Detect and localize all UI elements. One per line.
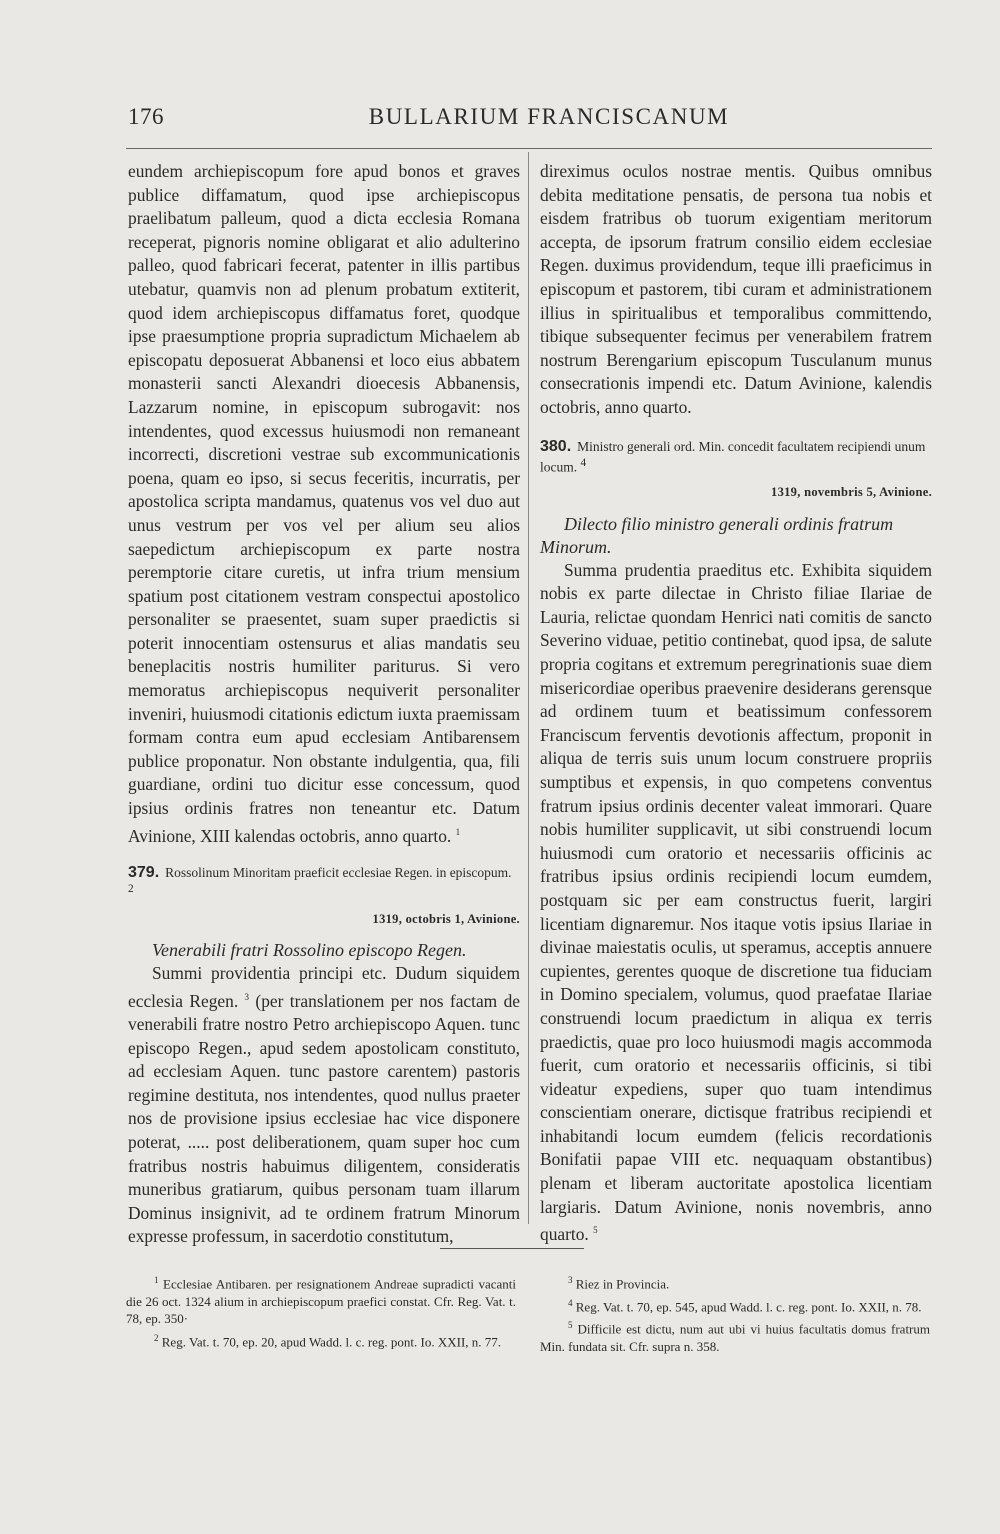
running-title: BULLARIUM FRANCISCANUM bbox=[368, 104, 730, 129]
footnote bbox=[540, 1272, 930, 1293]
entry-number: 379. bbox=[128, 864, 160, 882]
continuation-paragraph bbox=[128, 160, 520, 848]
continuation-paragraph: direximus oculos nostrae mentis. Quibus omnibus debita meditatione pensatis, de persona tua nobis et eisdem fratribus ob tuorum exigentiam meritorum accepta, de ipsorum fratrum consilio eidem ecclesiae Regen. duximus providendum, teque illi praeficimus in episcopum et pastorem, tibi curam et administrationem illius in spiritualibus et temporalibus committendo, tibique subsequenter fecimus per venerabilem fratrem nostrum Berengarium episcopum Tusculanum munus consecrationis impendi etc. Datum Avinione, kalendis octobris, anno quarto. bbox=[540, 161, 932, 417]
note-ref: 2 bbox=[128, 883, 134, 896]
footnote-mark: 3 bbox=[568, 1275, 573, 1285]
footnote-text: Reg. Vat. t. 70, ep. 20, apud Wadd. l. c. reg. pont. Io. XXII, n. 77. bbox=[161, 1333, 502, 1349]
continuation-text: eundem archiepiscopum fore apud bonos et graves publice diffamatum, quod ipse archiepiscopus praelibatum palleum, quod a dicta ecclesia Romana receperat, pignoris nomine obligarat et alio adulterino palleo, quod fabricari fecerat, patenter in illis partibus utebatur, quamvis non ad plenum probatum extiterit, quod idem archiepiscopus diffamatus foret, quodque ipse praesumptione propria supradictum Michaelem ab episcopatu deposuerat Abbanensi et loco eius abbatem monasterii sancti Alexandri dioecesis Abbanensis, Lazzarum nomine, in episcopum subrogavit: nos intendentes, quod excessus huiusmodi non remaneant incorrecti, discretioni vestrae sub excommunicationis poena, quam eo ipso, si secus feceritis, incurratis, per apostolica scripta mandamus, quatenus vos vel duo aut unus vestrum per vos vel per alium seu alios saepedictum archiepiscopum ex parte nostra peremptorie citare curetis, ut infra trium mensium spatium post citationem vestram conspectui apostolico personaliter se praesentet, suam super praedictis si poterit innocentiam ostensurus et alias mandatis seu beneplacitis nostris humiliter pariturus. Si vero memoratus archiepiscopus nequiverit personaliter inveniri, huiusmodi citationis edictum iuxta praemissam formam contra eum apud ecclesiam Antibarensem publice proponatur. Non obstante indulgentia, qua, fili guardiane, ordini tuo dicitur esse concessum, quod ipsius ordinis fratres non teneantur etc. Datum Avinione, XIII kalendas octobris, anno quarto. bbox=[128, 161, 520, 846]
note-ref: 1 bbox=[455, 826, 461, 837]
note-ref: 5 bbox=[593, 1225, 598, 1236]
page-header bbox=[126, 104, 932, 144]
entry-number: 380. bbox=[540, 437, 572, 455]
entry-380-head bbox=[540, 438, 932, 476]
page-number: 176 bbox=[128, 104, 164, 129]
header-rule bbox=[126, 148, 932, 149]
footnote-mark: 2 bbox=[154, 1332, 159, 1343]
entry-379-head bbox=[128, 864, 520, 902]
entry-date: 1319, novembris 5, Avinione. bbox=[771, 485, 932, 500]
entry-text bbox=[540, 559, 932, 1247]
footnote bbox=[540, 1317, 930, 1355]
footnote-rule bbox=[440, 1248, 584, 1249]
footnote-text: Riez in Provincia. bbox=[575, 1276, 670, 1292]
note-ref: 4 bbox=[580, 456, 587, 469]
entry-date: 1319, octobris 1, Avinione. bbox=[372, 911, 520, 926]
footnote-text: Ecclesiae Antibaren. per resignationem Andreae supradicti vacanti die 26 oct. 1324 alium in archiepiscopum praefici constat. Cfr. Reg. Vat. t. 78, ep. 350· bbox=[126, 1276, 516, 1327]
footnote-mark: 4 bbox=[568, 1297, 573, 1308]
footnote bbox=[540, 1295, 930, 1316]
note-ref: 3 bbox=[244, 991, 250, 1002]
entry-text-part-a: Summi providentia principi etc. Dudum siquidem ecclesia Regen. bbox=[128, 963, 520, 1011]
entry-text-part-b: (per translationem per nos factam de venerabili fratre nostro Petro archiepiscopo Aquen. tunc episcopo Regen., apud sedem apostolicam constituto, ad ecclesiam Aquen. tunc pastore carentem) pastoris regimine destituta, nos intendentes, quod nullus praeter nos de provisione ipsius ecclesiae hac vice disponere poterat, ..... post deliberationem, quam super hoc cum fratribus nostris habuimus diligentem, consideratis muneribus gratiarum, quibus personam tuam illarum Dominus insignivit, ad te ordinem fratrum Minorum expresse professum, in sacerdotio constitutum, bbox=[128, 990, 520, 1247]
entry-summary: Ministro generali ord. Min. concedit facultatem recipiendi unum locum. bbox=[540, 438, 926, 475]
right-column bbox=[540, 160, 932, 1247]
footnotes-left bbox=[126, 1272, 516, 1352]
entry-address: Dilecto filio ministro generali ordinis fratrum Minorum. bbox=[540, 513, 894, 557]
entry-address: Venerabili fratri Rossolino episcopo Regen. bbox=[152, 940, 467, 961]
entry-summary: Rossolinum Minoritam praeficit ecclesiae Regen. in episcopum. bbox=[165, 865, 512, 881]
footnote bbox=[126, 1272, 516, 1328]
left-column bbox=[128, 160, 520, 1249]
entry-text-body: Summa prudentia praeditus etc. Exhibita siquidem nobis ex parte dilectae in Christo filiae Ilariae de Lauria, relictae quondam Henrici nati comitis de sancto Severino viduae, petitio continebat, quod ipsa, de salute propria cogitans et extremum peregrinationis suae diem misericordiae operibus praevenire desiderans gerensque ad ordinem tuum et beatissimum confessorem Franciscum ferventis devotionis affectum, proponit in aliqua de terris suis unum locum construere propriis sumptibus et expensis, in quo competens conventus fratrum ipsius ordinis decenter valeat immorari. Quare nobis humiliter supplicavit, ut sibi construendi locum huiusmodi cum oratorio et necessariis officinis ac fratribus ipsius ordinis recipiendi locum eumdem, postquam sic per eam constructus fuerit, largiri licentiam dignaremur. Nos itaque votis ipsius Ilariae in divinae maiestatis oculis, ut speramus, acceptis annuere cupientes, gerentes quoque de discretione tua fiduciam in Domino specialem, volumus, quod praefatae Ilariae construendi locum praedictum in aliqua ex terris praedictis, quae pro loco huiusmodi magis accommoda fuerit, cum oratorio et necessariis officinis, si tibi videatur expediens, super quo tuam intendimus conscientiam onerare, dictisque fratribus recipiendi et inhabitandi locum eumdem (felicis recordationis Bonifatii papae VIII etc. nequaquam obstantibus) plenam et liberam auctoritate apostolica licentiam largiaris. Datum Avinione, nonis novembris, anno quarto. bbox=[540, 559, 932, 1245]
footnote bbox=[126, 1330, 516, 1351]
footnote-text: Reg. Vat. t. 70, ep. 545, apud Wadd. l. c. reg. pont. Io. XXII, n. 78. bbox=[575, 1299, 922, 1315]
footnote-text: Difficile est dictu, num aut ubi vi huius facultatis domus fratrum Min. fundata sit. Cfr. supra n. 358. bbox=[540, 1321, 930, 1355]
footnote-mark: 5 bbox=[568, 1320, 573, 1331]
footnote-mark: 1 bbox=[154, 1275, 159, 1285]
column-divider bbox=[528, 152, 529, 1224]
footnotes-right bbox=[540, 1272, 930, 1358]
entry-text bbox=[128, 962, 520, 1249]
